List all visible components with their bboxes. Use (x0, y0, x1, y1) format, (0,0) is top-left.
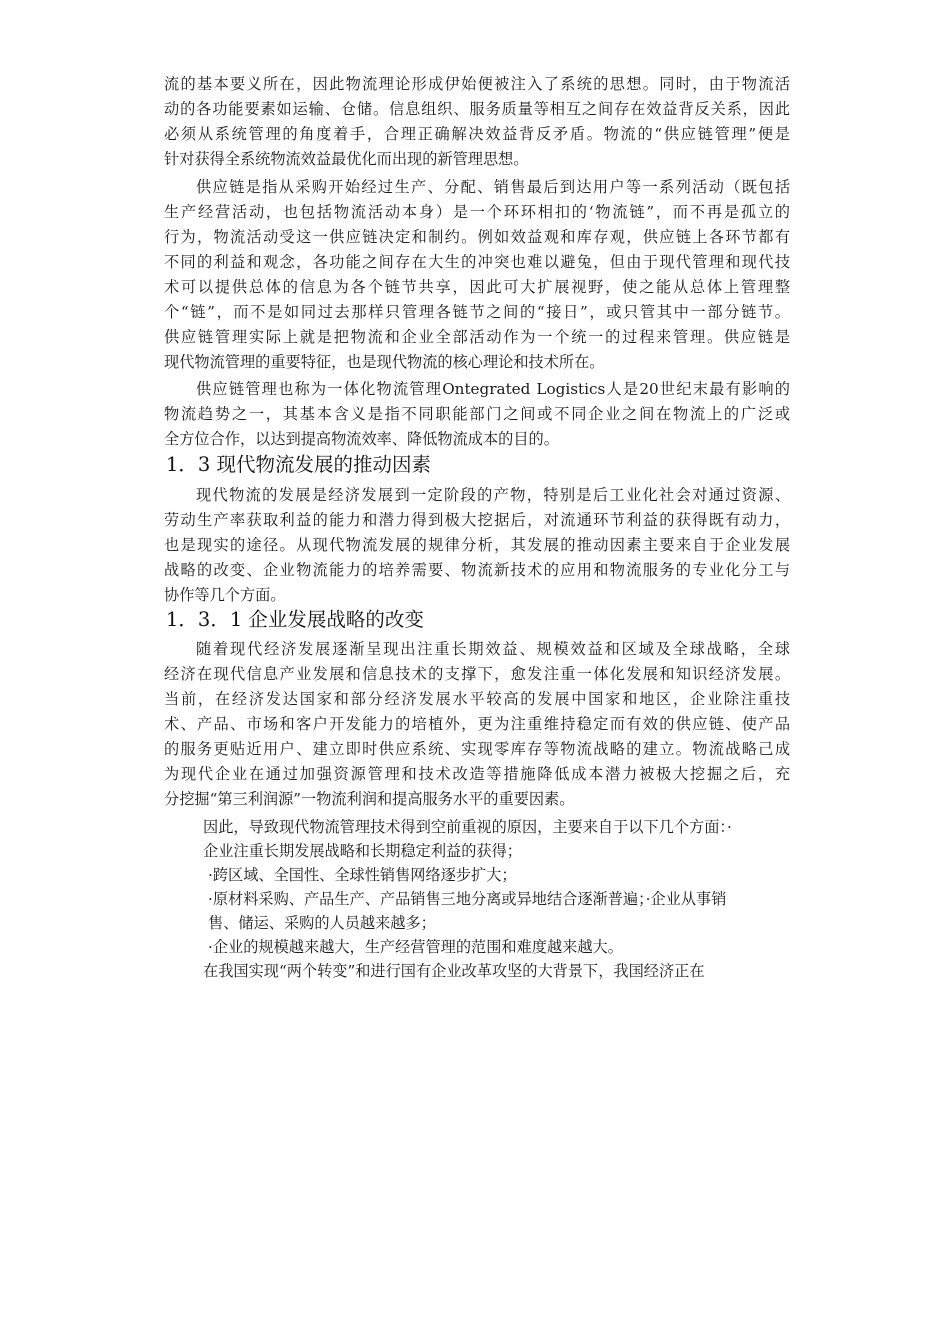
paragraph-5-line-6: 为现代企业在通过加强资源管理和技术改造等措施降低成本潜力被极大挖掘之后，充 (164, 765, 790, 783)
paragraph-4-line-1: 现代物流的发展是经济发展到一定阶段的产物，特别是后工业化社会对通过资源、 (196, 486, 790, 504)
paragraph-2-line-8: 现代物流管理的重要特征，也是现代物流的核心理论和技术所在。 (164, 353, 605, 371)
paragraph-2-line-3: 行为，物流活动受这一供应链决定和制约。例如效益观和库存观，供应链上各环节都有 (164, 228, 790, 246)
section-heading-1-3: 1．3 现代物流发展的推动因素 (166, 453, 432, 476)
paragraph-1-line-4: 针对获得全系统物流效益最优化而出现的新管理思想。 (164, 150, 529, 168)
list-intro: 因此，导致现代物流管理技术得到空前重视的原因，主要来自于以下几个方面：· (203, 818, 732, 836)
list-item: 企业注重长期发展战略和长期稳定利益的获得； (203, 842, 522, 860)
list-item-continuation: 售、储运、采购的人员越来越多； (208, 914, 436, 932)
list-item: ·跨区域、全国性、全球性销售网络逐步扩大； (208, 866, 517, 884)
paragraph-2-line-2: 生产经营活动，也包括物流活动本身）是一个环环相扣的‘物流链”，而不再是孤立的 (164, 203, 790, 221)
paragraph-2-line-5: 术可以提供总体的信息为各个链节共享，因此可大扩展视野，使之能从总体上管理整 (164, 278, 790, 296)
section-heading-1-3-1: 1．3．1 企业发展战略的改变 (166, 608, 424, 631)
paragraph-2-line-4: 不同的利益和观念，各功能之间存在大生的冲突也难以避兔，但由于现代管理和现代技 (164, 253, 790, 271)
paragraph-5-line-2: 经济在现代信息产业发展和信息技术的支撑下，愈发注重一体化发展和知识经济发展。 (164, 665, 790, 683)
trailing-paragraph-line: 在我国实现“两个转变”和进行国有企业改革攻坚的大背景下，我国经济正在 (203, 962, 705, 980)
paragraph-2-line-7: 供应链管理实际上就是把物流和企业全部活动作为一个统一的过程来管理。供应链是 (164, 328, 790, 346)
paragraph-2-line-1: 供应链是指从采购开始经过生产、分配、销售最后到达用户等一系列活动（既包括 (196, 178, 790, 196)
paragraph-1-line-2: 动的各功能要素如运输、仓储。信息组织、服务质量等相互之间存在效益背反关系，因此 (164, 100, 790, 118)
paragraph-4-line-3: 也是现实的途径。从现代物流发展的规律分析，其发展的推动因素主要来自于企业发展 (164, 536, 790, 554)
paragraph-5-line-5: 的服务更贴近用户、建立即时供应系统、实现零库存等物流战略的建立。物流战略己成 (164, 740, 790, 758)
paragraph-1-line-3: 必须从系统管理的角度着手，合理正确解决效益背反矛盾。物流的“供应链管理”便是 (164, 125, 790, 143)
list-item: ·企业的规模越来越大，生产经营管理的范围和难度越来越大。 (208, 938, 623, 956)
paragraph-3-line-3: 全方位合作，以达到提高物流效率、降低物流成本的目的。 (164, 430, 559, 448)
paragraph-5-line-4: 术、产品、市场和客户开发能力的培植外，更为注重维持稳定而有效的供应链、使产品 (164, 715, 790, 733)
paragraph-2-line-6: 个“链”，而不是如同过去那样只管理各链节之间的“接日”，或只管其中一部分链节。 (164, 303, 790, 321)
paragraph-4-line-4: 战略的改变、企业物流能力的培养需要、物流新技术的应用和物流服务的专业化分工与 (164, 561, 790, 579)
paragraph-4-line-2: 劳动生产率获取利益的能力和潜力得到极大挖据后，对流通环节利益的获得既有动力， (164, 511, 790, 529)
paragraph-5-line-3: 当前，在经济发达国家和部分经济发展水平较高的发展中国家和地区，企业除注重技 (164, 690, 790, 708)
paragraph-4-line-5: 协作等几个方面。 (164, 586, 286, 604)
paragraph-5-line-7: 分挖掘“第三利润源”一物流利润和提高服务水平的重要因素。 (164, 790, 575, 808)
paragraph-3-line-1: 供应链管理也称为一体化物流管理Ontegrated Logistics人是20世纪末最有影响的 (196, 380, 790, 398)
paragraph-5-line-1: 随着现代经济发展逐渐呈现出注重长期效益、规模效益和区域及全球战略，全球 (196, 640, 790, 658)
paragraph-1-line-1: 流的基本要义所在，因此物流理论形成伊始便被注入了系统的思想。同时，由于物流活 (164, 75, 790, 93)
list-item: ·原材料采购、产品生产、产品销售三地分离或异地结合逐渐普遍；·企业从事销 (208, 890, 727, 908)
paragraph-3-line-2: 物流趋势之一，其基本含义是指不同职能部门之间或不同企业之间在物流上的广泛或 (164, 405, 790, 423)
